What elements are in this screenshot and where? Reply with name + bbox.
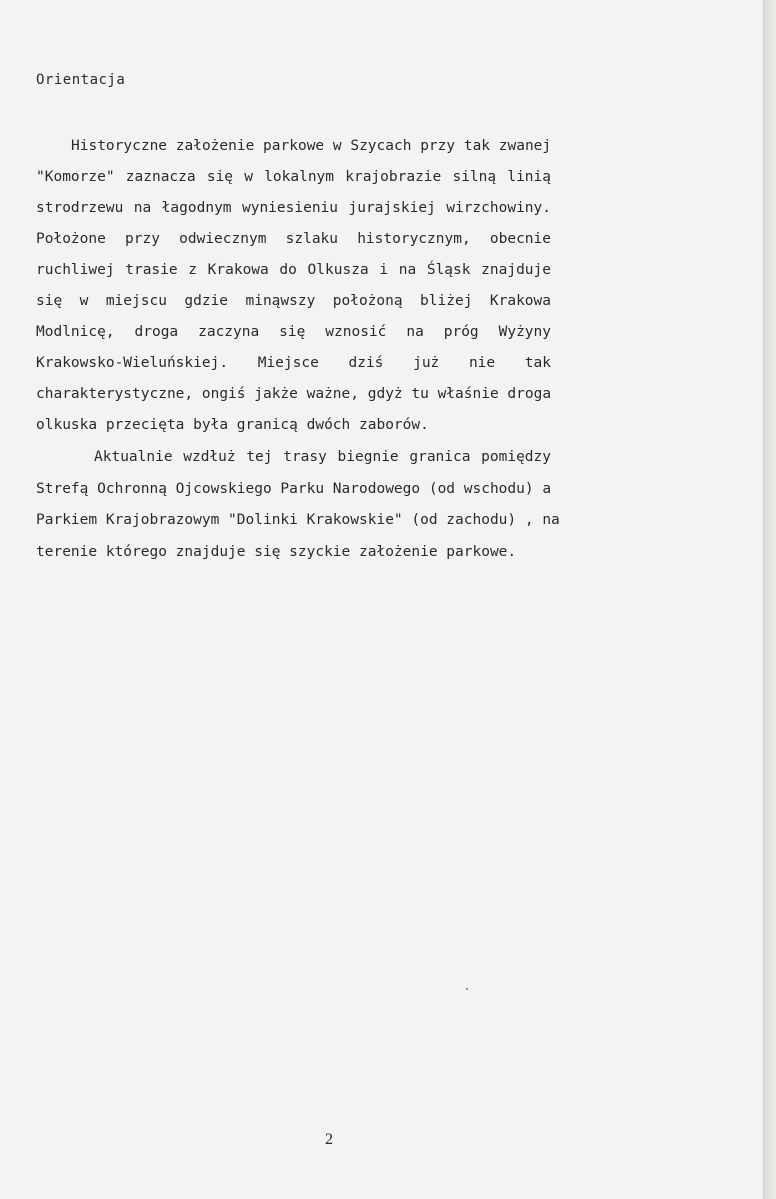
page-edge (764, 0, 776, 1199)
text-line: Modlnicę, droga zaczyna się wznosić na próg Wyżyny (36, 324, 551, 340)
section-heading: Orientacja (36, 72, 126, 88)
text-line: strodrzewu na łagodnym wyniesieniu jurajskiej wirzchowiny. (36, 200, 551, 216)
text-line: Położone przy odwiecznym szlaku historycznym, obecnie (36, 231, 551, 247)
text-line: Historyczne założenie parkowe w Szycach przy tak zwanej (71, 138, 552, 154)
text-line: Strefą Ochronną Ojcowskiego Parku Narodowego (od wschodu) a (36, 481, 552, 497)
text-line: charakterystyczne, ongiś jakże ważne, gdyż tu właśnie droga (36, 386, 552, 402)
text-line: Krakowsko-Wieluńskiej. Miejsce dziś już nie tak (36, 355, 551, 371)
text-line: się w miejscu gdzie minąwszy położoną bliżej Krakowa (36, 293, 551, 309)
text-line: Parkiem Krajobrazowym "Dolinki Krakowskie" (od zachodu) , na (36, 512, 560, 528)
text-line: olkuska przecięta była granicą dwóch zaborów. (36, 417, 429, 433)
scan-speck (466, 988, 468, 990)
text-line: Aktualnie wzdłuż tej trasy biegnie granica pomiędzy (94, 449, 551, 465)
text-line: "Komorze" zaznacza się w lokalnym krajobrazie silną linią (36, 169, 551, 185)
text-line: ruchliwej trasie z Krakowa do Olkusza i na Śląsk znajduje (36, 262, 551, 278)
text-line: terenie którego znajduje się szyckie założenie parkowe. (36, 544, 517, 560)
page-number: 2 (325, 1131, 333, 1148)
